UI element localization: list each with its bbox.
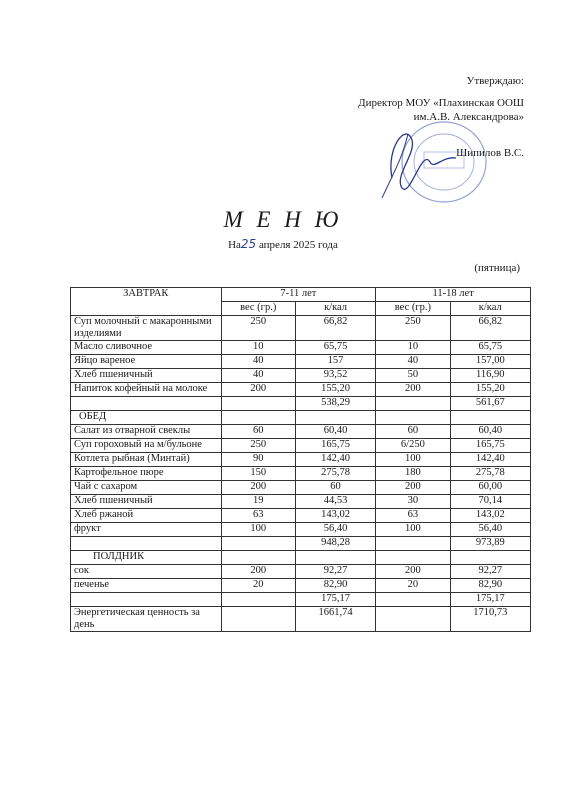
energy-label: Энергетическая ценность за день xyxy=(71,607,222,632)
table-row xyxy=(71,523,531,537)
kcal-7-11: 275,78 xyxy=(295,467,375,481)
menu-table xyxy=(70,287,531,632)
empty-cell xyxy=(221,551,295,565)
kcal-11-18: 142,40 xyxy=(450,453,530,467)
weight-7-11: 19 xyxy=(221,495,295,509)
weight-7-11: 100 xyxy=(221,523,295,537)
dish-name: Напиток кофейный на молоке xyxy=(71,383,222,397)
kcal-7-11: 56,40 xyxy=(295,523,375,537)
menu-date xyxy=(0,237,566,251)
weight-11-18: 6/250 xyxy=(376,439,450,453)
dish-name: печенье xyxy=(71,579,222,593)
weight-7-11: 40 xyxy=(221,369,295,383)
kcal-11-18: 82,90 xyxy=(450,579,530,593)
section-row xyxy=(71,411,531,425)
weight-11-18: 63 xyxy=(376,509,450,523)
empty-cell xyxy=(71,537,222,551)
total-kcal-11-18: 561,67 xyxy=(450,397,530,411)
total-row xyxy=(71,537,531,551)
kcal-11-18: 60,40 xyxy=(450,425,530,439)
dish-name: Масло сливочное xyxy=(71,341,222,355)
section-row xyxy=(71,551,531,565)
weight-11-18: 250 xyxy=(376,316,450,341)
dish-name: Хлеб ржаной xyxy=(71,509,222,523)
kcal-7-11: 82,90 xyxy=(295,579,375,593)
breakfast-section-title: ЗАВТРАК xyxy=(71,288,222,316)
table-row xyxy=(71,439,531,453)
kcal-7-11: 165,75 xyxy=(295,439,375,453)
director-line-2: им.А.В. Александрова» xyxy=(413,111,524,123)
kcal-11-18: 56,40 xyxy=(450,523,530,537)
age-group-11-18: 11-18 лет xyxy=(376,288,531,302)
total-kcal-7-11: 538,29 xyxy=(295,397,375,411)
energy-row xyxy=(71,607,531,632)
kcal-7-11: 65,75 xyxy=(295,341,375,355)
kcal-11-18: 155,20 xyxy=(450,383,530,397)
table-header-row xyxy=(71,288,531,302)
weight-11-18: 100 xyxy=(376,523,450,537)
director-line-1: Директор МОУ «Плахинская ООШ xyxy=(358,97,524,109)
table-row xyxy=(71,509,531,523)
kcal-7-11: 142,40 xyxy=(295,453,375,467)
table-row xyxy=(71,565,531,579)
stamp-signature-image xyxy=(372,118,490,210)
weight-7-11: 63 xyxy=(221,509,295,523)
weight-7-11: 10 xyxy=(221,341,295,355)
weight-7-11: 90 xyxy=(221,453,295,467)
kcal-7-11: 143,02 xyxy=(295,509,375,523)
table-row xyxy=(71,316,531,341)
kcal-7-11: 44,53 xyxy=(295,495,375,509)
weight-7-11: 250 xyxy=(221,439,295,453)
weight-11-18: 30 xyxy=(376,495,450,509)
weight-7-11: 150 xyxy=(221,467,295,481)
dish-name: Картофельное пюре xyxy=(71,467,222,481)
page-title: М Е Н Ю xyxy=(223,207,343,232)
kcal-7-11: 60 xyxy=(295,481,375,495)
empty-cell xyxy=(221,593,295,607)
kcal-7-11: 155,20 xyxy=(295,383,375,397)
kcal-11-18: 116,90 xyxy=(450,369,530,383)
energy-kcal-11-18: 1710,73 xyxy=(450,607,530,632)
empty-cell xyxy=(376,411,450,425)
weight-11-18: 180 xyxy=(376,467,450,481)
dish-name: Яйцо вареное xyxy=(71,355,222,369)
date-suffix: апреля 2025 года xyxy=(258,239,338,251)
kcal-11-18: 92,27 xyxy=(450,565,530,579)
total-row xyxy=(71,397,531,411)
empty-cell xyxy=(376,607,450,632)
weight-7-11: 20 xyxy=(221,579,295,593)
weight-7-11: 40 xyxy=(221,355,295,369)
weekday: (пятница) xyxy=(474,262,520,274)
dish-name: Котлета рыбная (Минтай) xyxy=(71,453,222,467)
age-group-7-11: 7-11 лет xyxy=(221,288,376,302)
weight-11-18: 60 xyxy=(376,425,450,439)
table-row xyxy=(71,495,531,509)
weight-11-18: 200 xyxy=(376,565,450,579)
weight-11-18: 10 xyxy=(376,341,450,355)
table-row xyxy=(71,355,531,369)
empty-cell xyxy=(450,551,530,565)
empty-cell xyxy=(376,593,450,607)
empty-cell xyxy=(71,397,222,411)
col-weight-2: вес (гр.) xyxy=(376,302,450,316)
approve-label: Утверждаю: xyxy=(466,75,524,87)
dish-name: Салат из отварной свеклы xyxy=(71,425,222,439)
weight-7-11: 200 xyxy=(221,565,295,579)
kcal-11-18: 143,02 xyxy=(450,509,530,523)
empty-cell xyxy=(221,537,295,551)
col-weight-1: вес (гр.) xyxy=(221,302,295,316)
weight-7-11: 60 xyxy=(221,425,295,439)
weight-7-11: 200 xyxy=(221,481,295,495)
weight-11-18: 50 xyxy=(376,369,450,383)
empty-cell xyxy=(71,593,222,607)
table-row xyxy=(71,481,531,495)
date-prefix: На xyxy=(228,239,241,251)
weight-11-18: 100 xyxy=(376,453,450,467)
dish-name: Хлеб пшеничный xyxy=(71,495,222,509)
kcal-7-11: 93,52 xyxy=(295,369,375,383)
kcal-7-11: 60,40 xyxy=(295,425,375,439)
kcal-7-11: 157 xyxy=(295,355,375,369)
dish-name: Хлеб пшеничный xyxy=(71,369,222,383)
empty-cell xyxy=(295,551,375,565)
table-row xyxy=(71,453,531,467)
kcal-11-18: 165,75 xyxy=(450,439,530,453)
dish-name: Чай с сахаром xyxy=(71,481,222,495)
weight-11-18: 40 xyxy=(376,355,450,369)
empty-cell xyxy=(376,551,450,565)
weight-7-11: 200 xyxy=(221,383,295,397)
empty-cell xyxy=(376,397,450,411)
total-row xyxy=(71,593,531,607)
total-kcal-7-11: 948,28 xyxy=(295,537,375,551)
total-kcal-11-18: 973,89 xyxy=(450,537,530,551)
signer-name: Шипилов В.С. xyxy=(456,147,524,159)
date-day: 25 xyxy=(240,237,257,251)
snack-section-title: ПОЛДНИК xyxy=(71,551,222,565)
kcal-11-18: 66,82 xyxy=(450,316,530,341)
col-kcal-1: к/кал xyxy=(295,302,375,316)
col-kcal-2: к/кал xyxy=(450,302,530,316)
empty-cell xyxy=(221,411,295,425)
total-kcal-7-11: 175,17 xyxy=(295,593,375,607)
table-row xyxy=(71,467,531,481)
kcal-11-18: 157,00 xyxy=(450,355,530,369)
table-row xyxy=(71,579,531,593)
weight-11-18: 200 xyxy=(376,481,450,495)
empty-cell xyxy=(376,537,450,551)
dish-name: Суп гороховый на м/бульоне xyxy=(71,439,222,453)
weight-11-18: 200 xyxy=(376,383,450,397)
dish-name: сок xyxy=(71,565,222,579)
lunch-section-title: ОБЕД xyxy=(71,411,222,425)
table-row xyxy=(71,425,531,439)
kcal-11-18: 275,78 xyxy=(450,467,530,481)
weight-11-18: 20 xyxy=(376,579,450,593)
kcal-11-18: 70,14 xyxy=(450,495,530,509)
kcal-11-18: 65,75 xyxy=(450,341,530,355)
empty-cell xyxy=(450,411,530,425)
empty-cell xyxy=(295,411,375,425)
kcal-7-11: 66,82 xyxy=(295,316,375,341)
total-kcal-11-18: 175,17 xyxy=(450,593,530,607)
table-row xyxy=(71,383,531,397)
kcal-7-11: 92,27 xyxy=(295,565,375,579)
dish-name: Суп молочный с макаронными изделиями xyxy=(71,316,222,341)
weight-7-11: 250 xyxy=(221,316,295,341)
dish-name: фрукт xyxy=(71,523,222,537)
energy-kcal-7-11: 1661,74 xyxy=(295,607,375,632)
empty-cell xyxy=(221,607,295,632)
table-row xyxy=(71,369,531,383)
kcal-11-18: 60,00 xyxy=(450,481,530,495)
empty-cell xyxy=(221,397,295,411)
table-row xyxy=(71,341,531,355)
